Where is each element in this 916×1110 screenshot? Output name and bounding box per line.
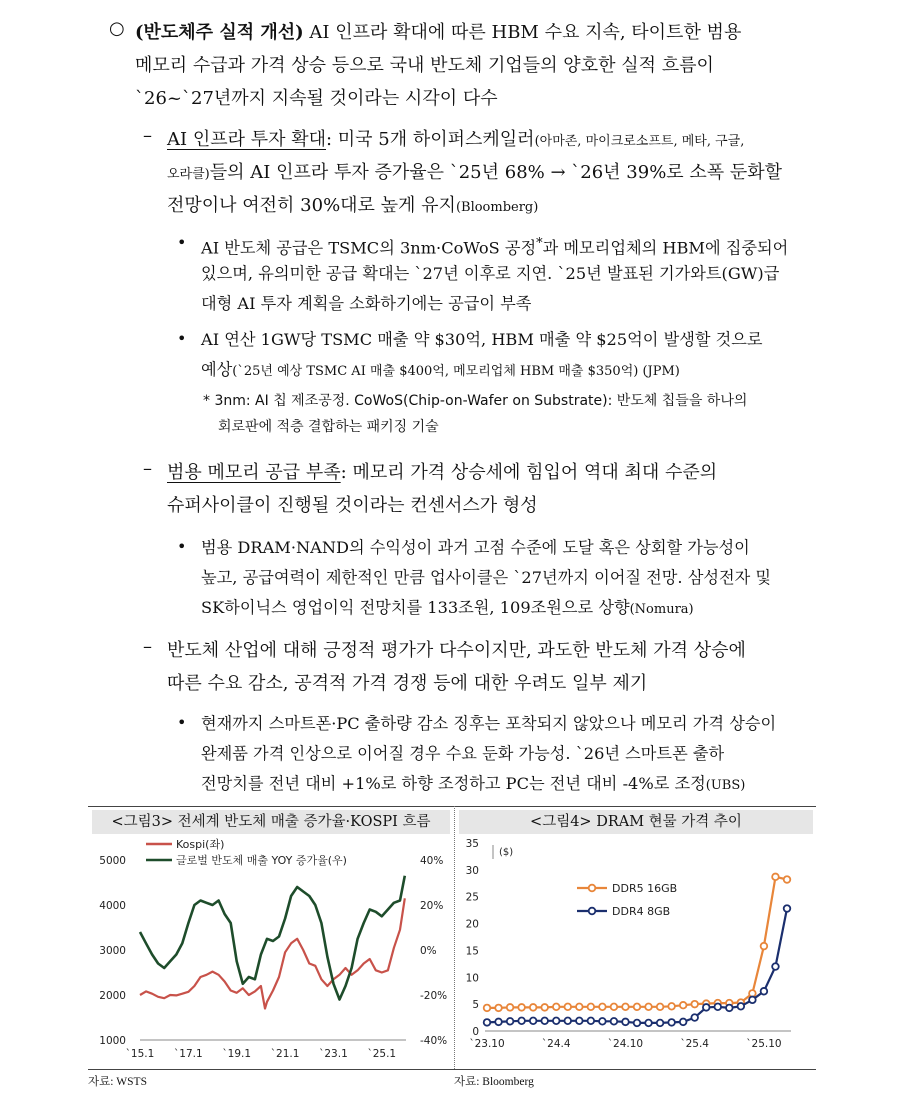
chart4-data-point <box>622 1004 629 1011</box>
para1-line1-text: AI 인프라 확대에 따른 HBM 수요 지속, 타이트한 범용 <box>303 22 742 43</box>
sec1-line2-text: 들의 AI 인프라 투자 증가율은 `25년 68% → `26년 39%로 소폭 둔화할 <box>209 162 783 183</box>
chart4-data-point <box>657 1004 664 1011</box>
chart4-y-tick: 20 <box>465 918 479 931</box>
chart3-series-line <box>140 898 405 1008</box>
chart4-unit-label: ($) <box>499 847 514 858</box>
chart3-legend-label: 글로벌 반도체 매출 YOY 증가율(우) <box>176 854 347 867</box>
chart4-data-point <box>599 1018 606 1025</box>
sec1-b2-line2-text: 예상 <box>201 360 233 379</box>
chart3-y-left-tick: 3000 <box>99 945 126 957</box>
chart4-data-point <box>541 1004 548 1011</box>
chart4-x-tick: `25.4 <box>680 1038 710 1050</box>
chart4-data-point <box>507 1018 514 1025</box>
chart3-y-right-tick: 0% <box>420 945 437 957</box>
chart4-data-point <box>680 1002 687 1009</box>
chart4-data-point <box>703 1004 710 1011</box>
chart4-data-point <box>564 1004 571 1011</box>
chart4-data-point <box>634 1004 641 1011</box>
chart3-y-left-tick: 5000 <box>99 855 126 867</box>
sec1-b2-line2-aside: (`25년 예상 TSMC AI 매출 $400억, 메모리업체 HBM 매출 $350억) (JPM) <box>232 364 680 379</box>
chart4-dram-spot-price <box>457 836 815 1069</box>
chart3-legend-label: Kospi(좌) <box>176 838 225 851</box>
dot-bullet-icon: • <box>177 233 187 252</box>
chart4-data-point <box>576 1004 583 1011</box>
sec1-heading: AI 인프라 투자 확대 <box>167 129 326 150</box>
chart3-x-tick: `21.1 <box>270 1048 300 1060</box>
chart4-data-point <box>576 1017 583 1024</box>
chart4-data-point <box>553 1004 560 1011</box>
chart3-y-right-tick: -20% <box>420 990 448 1002</box>
sec1-b1-line2: 있으며, 유의미한 공급 확대는 `27년 이후로 지연. `25년 발표된 기가와트(GW)급 <box>201 264 780 283</box>
para1-line3: `26~`27년까지 지속될 것이라는 시각이 다수 <box>135 88 498 109</box>
chart4-data-point <box>761 988 768 995</box>
chart4-data-point <box>680 1019 687 1026</box>
chart4-x-tick: `25.10 <box>746 1038 782 1050</box>
chart4-y-tick: 35 <box>465 838 479 850</box>
chart3-title: <그림3> 전세계 반도체 매출 증가율·KOSPI 흐름 <box>92 810 450 834</box>
chart4-x-tick: `24.4 <box>541 1038 571 1050</box>
chart3-x-tick: `15.1 <box>125 1048 155 1060</box>
chart4-data-point <box>495 1019 502 1026</box>
figure-frame-top-rule <box>88 806 816 807</box>
chart4-data-point <box>691 1014 698 1021</box>
sec1-b1-line1-rest: 과 메모리업체의 HBM에 집중되어 <box>542 238 789 258</box>
chart4-data-point <box>761 943 768 950</box>
figure-divider <box>454 806 455 1069</box>
chart4-data-point <box>588 1017 595 1024</box>
chart4-data-point <box>553 1017 560 1024</box>
chart4-data-point <box>668 1019 675 1026</box>
chart4-data-point <box>484 1019 491 1026</box>
chart4-legend-marker <box>589 885 596 892</box>
chart4-data-point <box>691 1001 698 1008</box>
chart3-y-left-tick: 2000 <box>99 990 126 1002</box>
chart4-data-point <box>657 1020 664 1027</box>
sec3-line1: 반도체 산업에 대해 긍정적 평가가 다수이지만, 과도한 반도체 가격 상승에 <box>167 640 746 661</box>
chart4-x-tick: `23.10 <box>469 1038 505 1050</box>
chart4-data-point <box>749 997 756 1004</box>
para1-line1 <box>135 16 741 49</box>
sec3-line2: 따른 수요 감소, 공격적 가격 경쟁 등에 대한 우려도 일부 제기 <box>167 673 648 694</box>
dash-bullet-icon: – <box>143 458 152 479</box>
chart4-y-tick: 10 <box>465 972 479 985</box>
sec3-b1-line2: 완제품 가격 인상으로 이어질 경우 수요 둔화 가능성. `26년 스마트폰 출하 <box>201 744 725 763</box>
sec1-line3-text: 전망이나 여전히 30%대로 높게 유지 <box>167 195 456 216</box>
chart3-y-left-tick: 4000 <box>99 900 126 912</box>
sec2-b1-line3-text: SK하이닉스 영업이익 전망치를 133조원, 109조원으로 상향 <box>201 598 630 617</box>
chart4-data-point <box>772 963 779 970</box>
chart3-kospi-semiconductor <box>92 836 452 1069</box>
sec2-b1-line3-source: (Nomura) <box>629 602 694 617</box>
chart4-data-point <box>518 1004 525 1011</box>
sec2-heading: 범용 메모리 공급 부족 <box>167 462 341 483</box>
sec2-b1-line1: 범용 DRAM·NAND의 수익성이 과거 고점 수준에 도달 혹은 상회할 가능성이 <box>201 538 750 557</box>
sec2-line1 <box>167 456 717 489</box>
chart3-x-tick: `17.1 <box>174 1048 203 1060</box>
chart4-series-line <box>487 877 787 1008</box>
sec1-b1-line3: 대형 AI 투자 계획을 소화하기에는 공급이 부족 <box>201 294 532 313</box>
chart3-x-tick: `25.1 <box>367 1048 397 1060</box>
chart4-data-point <box>726 1005 733 1012</box>
sec2-b1-line2: 높고, 공급여력이 제한적인 만큼 업사이클은 `27년까지 이어질 전망. 삼성전자 및 <box>201 568 772 587</box>
chart4-data-point <box>507 1004 514 1011</box>
chart4-data-point <box>530 1004 537 1011</box>
chart3-series-line <box>140 876 405 1000</box>
sec1-b2-line2 <box>201 355 680 387</box>
chart4-y-tick: 15 <box>465 945 479 958</box>
chart4-data-point <box>714 1004 721 1011</box>
sec1-line3 <box>167 189 538 224</box>
sec2-b1-line3 <box>201 593 694 625</box>
chart4-data-point <box>611 1018 618 1025</box>
chart3-x-tick: `19.1 <box>222 1048 252 1060</box>
figure-frame-bottom-rule <box>88 1069 816 1070</box>
chart4-legend-label: DDR4 8GB <box>612 905 671 918</box>
chart3-source: 자료: WSTS <box>88 1076 147 1088</box>
dash-bullet-icon: – <box>143 125 152 146</box>
sec1-line2-aside: 오라클) <box>167 167 210 182</box>
footnote-line2: 회로판에 적층 결합하는 패키징 기술 <box>218 419 439 435</box>
chart4-data-point <box>588 1004 595 1011</box>
sec1-line2 <box>167 156 782 191</box>
para1-lead: (반도체주 실적 개선) <box>135 22 304 43</box>
dot-bullet-icon: • <box>177 713 187 732</box>
chart4-data-point <box>645 1004 652 1011</box>
sec2-line2: 슈퍼사이클이 진행될 것이라는 컨센서스가 형성 <box>167 495 538 516</box>
dot-bullet-icon: • <box>177 329 187 348</box>
chart4-y-tick: 25 <box>465 891 479 904</box>
chart4-data-point <box>484 1005 491 1012</box>
chart4-legend-marker <box>589 908 596 915</box>
chart4-data-point <box>530 1017 537 1024</box>
chart4-data-point <box>784 876 791 883</box>
chart4-y-tick: 30 <box>465 864 479 877</box>
footnote-marker: * <box>536 236 543 251</box>
chart4-data-point <box>611 1004 618 1011</box>
chart4-title: <그림4> DRAM 현물 가격 추이 <box>459 810 813 834</box>
chart3-y-left-tick: 1000 <box>99 1035 126 1047</box>
sec1-line1 <box>167 123 744 158</box>
sec3-b1-line3 <box>201 769 745 801</box>
sec2-line1-text: : 메모리 가격 상승세에 힘입어 역대 최대 수준의 <box>340 462 718 483</box>
chart3-y-right-tick: 20% <box>420 900 444 912</box>
chart4-data-point <box>518 1017 525 1024</box>
chart4-y-tick: 5 <box>472 999 479 1012</box>
sec1-line1-text: : 미국 5개 하이퍼스케일러 <box>326 129 535 150</box>
chart4-x-tick: `24.10 <box>607 1038 644 1050</box>
footnote-line1: * 3nm: AI 칩 제조공정. CoWoS(Chip-on-Wafer on Substrate): 반도체 칩들을 하나의 <box>203 393 748 409</box>
chart3-y-right-tick: 40% <box>420 855 444 867</box>
chart4-data-point <box>668 1003 675 1010</box>
sec1-line3-source: (Bloomberg) <box>455 200 539 215</box>
chart4-legend-label: DDR5 16GB <box>612 882 678 895</box>
chart4-data-point <box>622 1019 629 1026</box>
chart3-x-tick: `23.1 <box>319 1048 348 1060</box>
chart4-data-point <box>784 905 791 912</box>
dash-bullet-icon: – <box>143 636 152 657</box>
chart4-source: 자료: Bloomberg <box>454 1076 534 1088</box>
sec1-b1-line1-text: AI 반도체 공급은 TSMC의 3nm·CoWoS 공정 <box>201 238 537 258</box>
dot-bullet-icon: • <box>177 537 187 556</box>
sec1-b2-line1: AI 연산 1GW당 TSMC 매출 약 $30억, HBM 매출 약 $25억이 발생할 것으로 <box>201 330 763 349</box>
para1-line2: 메모리 수급과 가격 상승 등으로 국내 반도체 기업들의 양호한 실적 흐름이 <box>135 55 714 76</box>
sec3-b1-line3-source: (UBS) <box>705 778 746 793</box>
circle-bullet-icon: ○ <box>109 18 125 39</box>
chart3-y-right-tick: -40% <box>420 1035 448 1047</box>
chart4-data-point <box>645 1020 652 1027</box>
chart4-data-point <box>564 1017 571 1024</box>
chart4-y-tick: 0 <box>472 1026 479 1038</box>
chart4-data-point <box>772 874 779 881</box>
chart4-data-point <box>599 1004 606 1011</box>
chart4-data-point <box>495 1005 502 1012</box>
sec3-b1-line3-text: 전망치를 전년 대비 +1%로 하향 조정하고 PC는 전년 대비 -4%로 조정 <box>201 774 706 793</box>
chart4-data-point <box>738 1003 745 1010</box>
chart4-data-point <box>634 1020 641 1027</box>
chart4-data-point <box>541 1017 548 1024</box>
sec1-line1-aside: (아마존, 마이크로소프트, 메타, 구글, <box>534 134 745 149</box>
sec3-b1-line1: 현재까지 스마트폰·PC 출하량 감소 징후는 포착되지 않았으나 메모리 가격 상승이 <box>201 714 777 733</box>
